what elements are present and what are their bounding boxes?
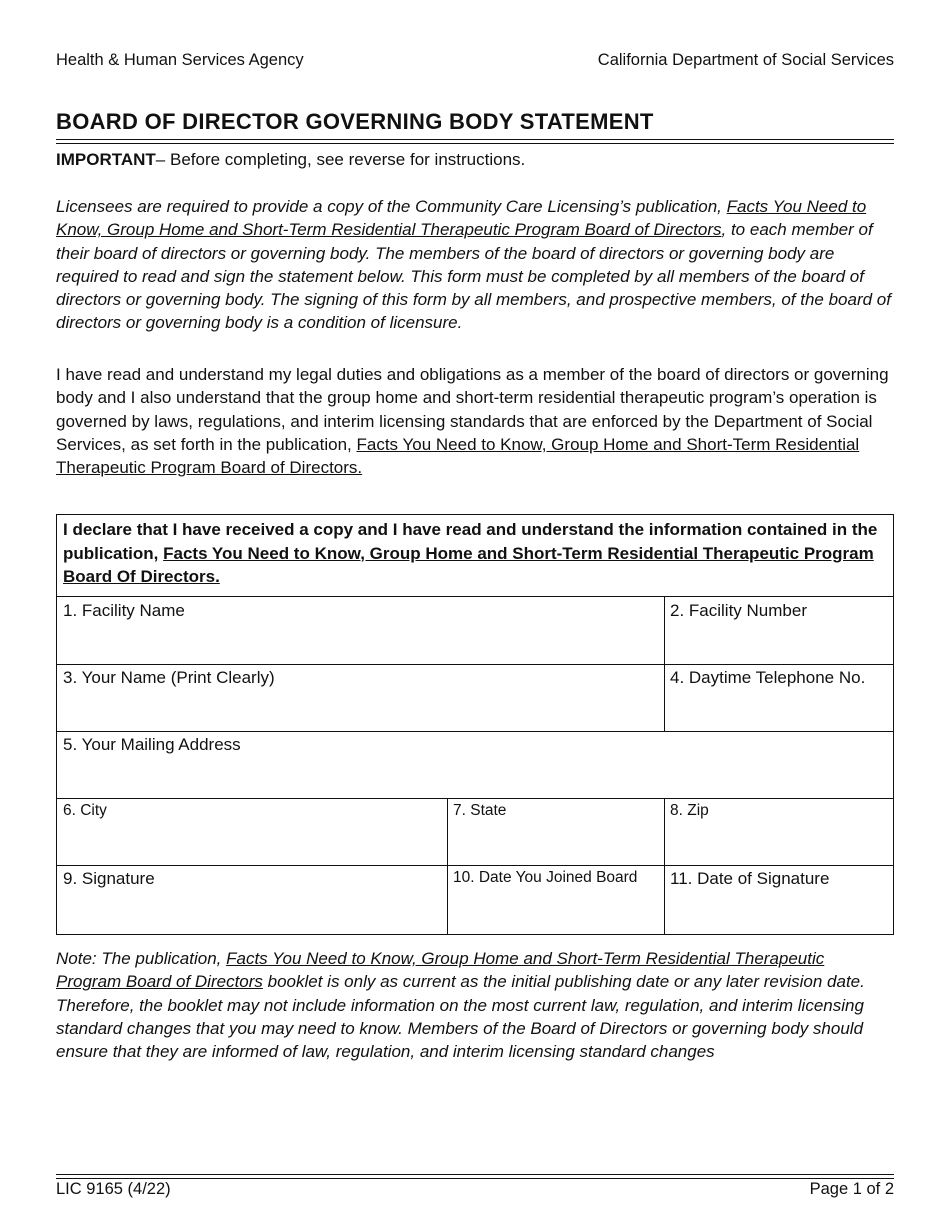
- footer-divider: [56, 1174, 894, 1179]
- statement-text: I have read and understand my legal duties and obligations as a member of the board of directors or governing body and I also understand that the group home and short-term residential therapeutic program’s operation is governed by laws, regulations, and interim licensing standards that are enforced by the Department of Social Services, as set forth in the publication,: [56, 365, 889, 454]
- zip-field[interactable]: 8. Zip: [670, 802, 709, 819]
- department-name: California Department of Social Services: [597, 51, 894, 69]
- date-joined-field[interactable]: 10. Date You Joined Board: [453, 869, 638, 886]
- page-title: BOARD OF DIRECTOR GOVERNING BODY STATEMENT: [56, 109, 654, 134]
- statement-publication-title: Facts You Need to Know, Group Home and Short-Term Residential Therapeutic Program Board of Directors.: [56, 434, 860, 478]
- title-divider: [56, 139, 894, 144]
- important-notice: [56, 150, 894, 170]
- facility-name-field[interactable]: 1. Facility Name: [63, 601, 185, 620]
- page-footer: [56, 1180, 894, 1199]
- statement-paragraph: [56, 363, 894, 479]
- intro-text-1: Licensees are required to provide a copy of the Community Care Licensing’s publication,: [56, 197, 727, 216]
- note-prefix: Note: The publication,: [56, 949, 227, 968]
- city-field[interactable]: 6. City: [63, 802, 107, 819]
- state-field[interactable]: 7. State: [453, 802, 507, 819]
- note-publication-title: Facts You Need to Know, Group Home and Short-Term Residential Therapeutic Program Board of Directors: [56, 949, 825, 992]
- declaration-publication-title: Facts You Need to Know, Group Home and Short-Term Residential Therapeutic Program Board Of Directors.: [63, 543, 874, 586]
- signature-field[interactable]: 9. Signature: [63, 869, 155, 888]
- facility-number-field[interactable]: 2. Facility Number: [670, 601, 807, 620]
- note-paragraph: [56, 947, 894, 1063]
- form-id: LIC 9165 (4/22): [56, 1180, 171, 1198]
- declaration-form: [56, 514, 894, 935]
- date-of-signature-field[interactable]: 11. Date of Signature: [670, 869, 830, 888]
- intro-publication-title: Facts You Need to Know, Group Home and Short-Term Residential Therapeutic Program Board of Directors: [56, 197, 867, 240]
- mailing-address-field[interactable]: 5. Your Mailing Address: [63, 735, 241, 754]
- declaration-body: I declare that I have received a copy and I have read and understand the information contained in the publication,: [63, 520, 878, 563]
- intro-paragraph: [56, 195, 894, 335]
- page-number: Page 1 of 2: [809, 1180, 894, 1198]
- telephone-field[interactable]: 4. Daytime Telephone No.: [670, 668, 866, 687]
- intro-text-2: , to each member of their board of directors or governing body. The members of the board of directors or governing body are required to read and sign the statement below. This form must be completed by all members of the board of directors or governing body. The signing of this form by all members, and prospective members, of the board of directors or governing body is a condition of licensure.: [56, 220, 891, 333]
- note-text: booklet is only as current as the initial publishing date or any later revision date. Therefore, the booklet may not include information on the most current law, regulation, and interim licensing standard changes that you may need to know. Members of the Board of Directors or governing body should ensure that they are informed of law, regulation, and interim licensing standard changes: [56, 972, 865, 1062]
- important-text: – Before completing, see reverse for instructions.: [155, 150, 526, 169]
- page-header: [56, 51, 894, 70]
- important-label: IMPORTANT: [56, 150, 156, 169]
- declaration-text: [57, 515, 893, 597]
- agency-name: Health & Human Services Agency: [56, 51, 304, 69]
- your-name-field[interactable]: 3. Your Name (Print Clearly): [63, 668, 275, 687]
